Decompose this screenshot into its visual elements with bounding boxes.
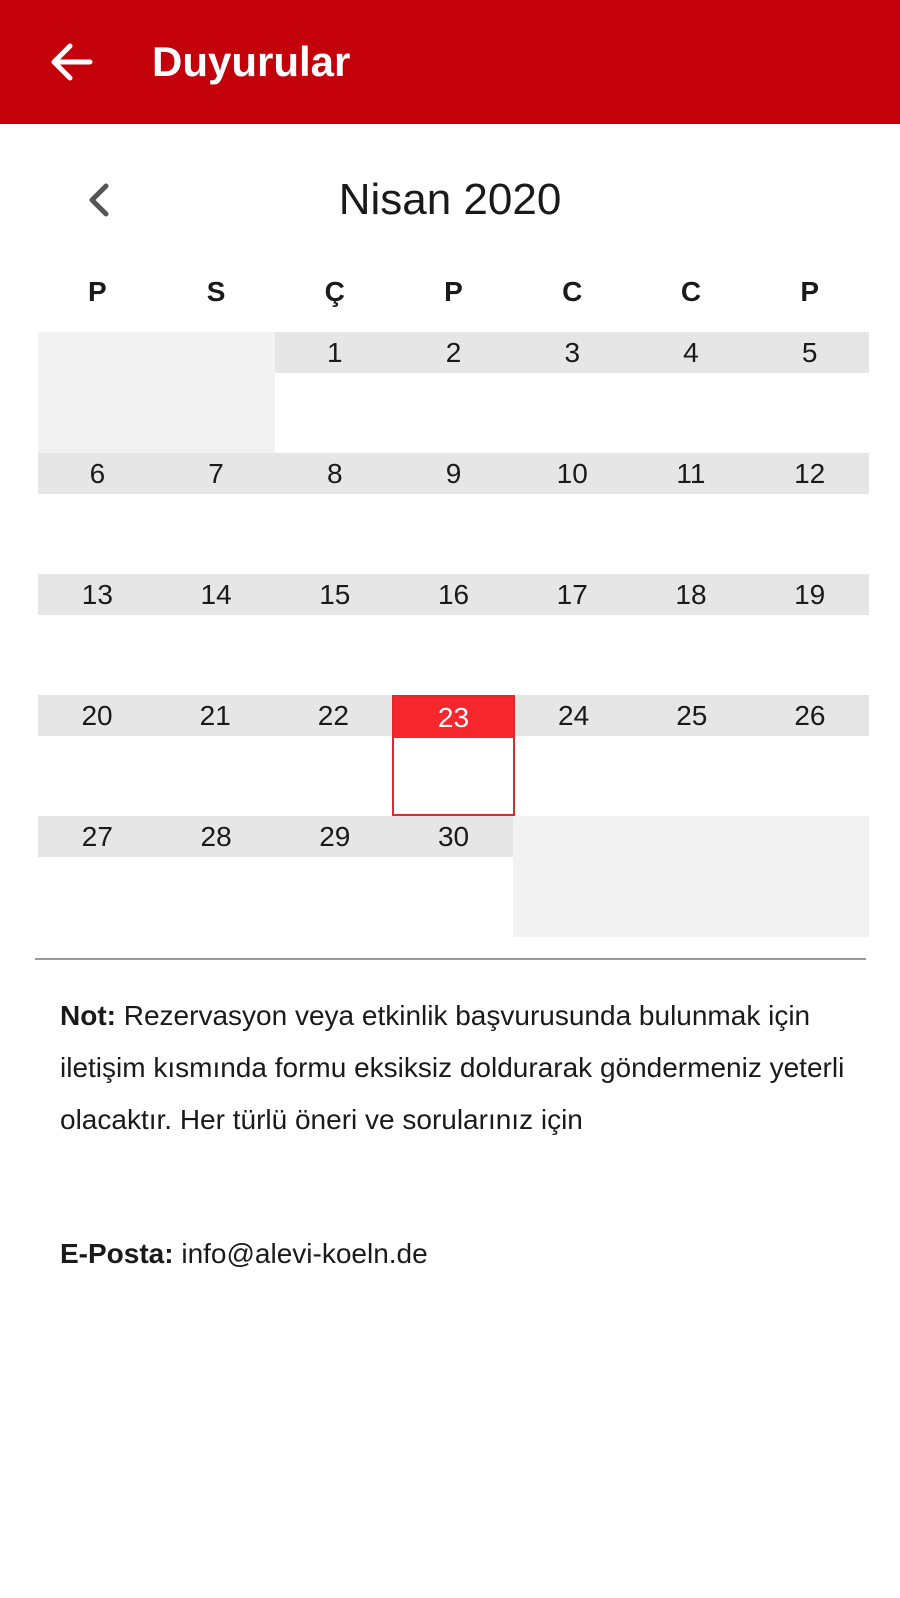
day-number: 3 — [513, 332, 632, 373]
day-number: 11 — [632, 453, 751, 494]
email-label: E-Posta: — [60, 1238, 174, 1269]
day-number: 8 — [275, 453, 394, 494]
day-number: 28 — [157, 816, 276, 857]
calendar-day-cell[interactable] — [38, 816, 157, 937]
calendar-day-cell[interactable] — [38, 695, 156, 816]
calendar-day-cell[interactable] — [632, 453, 751, 574]
calendar-week-row — [38, 332, 869, 453]
day-number: 16 — [394, 574, 513, 615]
page-title: Duyurular — [152, 38, 351, 85]
day-number: 12 — [750, 453, 869, 494]
calendar-week-row — [38, 574, 869, 695]
day-number: 1 — [275, 332, 394, 373]
calendar-day-cell[interactable] — [38, 574, 157, 695]
day-number: 22 — [274, 695, 392, 736]
previous-month-button[interactable] — [80, 178, 120, 222]
calendar-day-cell[interactable] — [157, 574, 276, 695]
arrow-left-icon — [46, 36, 98, 88]
back-button[interactable] — [46, 36, 98, 88]
note-paragraph — [60, 990, 870, 1146]
day-number: 2 — [394, 332, 513, 373]
weekday-label: P — [800, 276, 820, 307]
calendar-day-cell[interactable] — [515, 695, 633, 816]
month-title: Nisan 2020 — [338, 175, 562, 224]
divider — [35, 958, 866, 960]
calendar-empty-cell — [513, 816, 632, 937]
weekday-header — [38, 270, 869, 314]
day-number: 15 — [275, 574, 394, 615]
calendar-week-row — [38, 453, 869, 574]
calendar-grid — [38, 332, 869, 937]
day-number: 13 — [38, 574, 157, 615]
calendar-day-cell[interactable] — [513, 574, 632, 695]
weekday-label: C — [562, 276, 583, 307]
calendar-day-cell[interactable] — [394, 453, 513, 574]
calendar-day-cell[interactable] — [394, 574, 513, 695]
calendar-day-cell[interactable] — [275, 453, 394, 574]
calendar-day-cell[interactable] — [750, 332, 869, 453]
calendar-day-cell[interactable] — [157, 816, 276, 937]
calendar-day-cell[interactable] — [394, 816, 513, 937]
calendar-day-cell[interactable] — [750, 453, 869, 574]
app-bar — [0, 0, 900, 124]
weekday-label: C — [680, 276, 702, 307]
day-number: 6 — [38, 453, 157, 494]
calendar-week-row — [38, 695, 869, 816]
day-number: 18 — [632, 574, 751, 615]
email-link[interactable]: info@alevi-koeln.de — [181, 1238, 428, 1269]
day-number: 29 — [275, 816, 394, 857]
day-number: 25 — [633, 695, 751, 736]
day-number: 7 — [157, 453, 276, 494]
day-number: 20 — [38, 695, 156, 736]
day-number: 5 — [750, 332, 869, 373]
calendar-empty-cell — [157, 332, 276, 453]
weekday-label: Ç — [324, 276, 345, 307]
day-number: 10 — [513, 453, 632, 494]
calendar-day-cell[interactable] — [275, 816, 394, 937]
calendar-day-cell[interactable] — [513, 453, 632, 574]
calendar-empty-cell — [38, 332, 157, 453]
email-line — [60, 1228, 870, 1280]
calendar-day-cell[interactable] — [633, 695, 751, 816]
calendar-day-cell[interactable] — [274, 695, 392, 816]
day-number: 14 — [157, 574, 276, 615]
weekday-label: P — [444, 276, 463, 307]
note-text: Rezervasyon veya etkinlik başvurusunda bulunmak için iletişim kısmında formu eksiksiz doldurarak göndermeniz yeterli olacaktır. Her türlü öneri ve sorularınız için — [60, 1000, 845, 1135]
calendar-empty-cell — [632, 816, 751, 937]
calendar-day-cell[interactable] — [750, 574, 869, 695]
weekday-label: P — [88, 276, 107, 307]
calendar-week-row — [38, 816, 869, 937]
calendar-day-cell[interactable] — [751, 695, 869, 816]
chevron-left-icon — [80, 178, 120, 222]
calendar-day-cell[interactable] — [632, 574, 751, 695]
calendar-day-cell[interactable] — [156, 695, 274, 816]
note-label: Not: — [60, 1000, 116, 1031]
weekday-label: S — [206, 276, 226, 307]
calendar-day-cell[interactable] — [513, 332, 632, 453]
day-number: 21 — [156, 695, 274, 736]
day-number: 19 — [750, 574, 869, 615]
calendar-day-cell[interactable] — [275, 574, 394, 695]
calendar-day-cell[interactable] — [394, 332, 513, 453]
day-number: 30 — [394, 816, 513, 857]
calendar-day-cell[interactable] — [632, 332, 751, 453]
calendar-empty-cell — [750, 816, 869, 937]
calendar-day-cell-today[interactable] — [392, 695, 514, 816]
day-number: 17 — [513, 574, 632, 615]
calendar-day-cell[interactable] — [157, 453, 276, 574]
day-number: 26 — [751, 695, 869, 736]
calendar-header — [0, 160, 900, 240]
calendar-day-cell[interactable] — [275, 332, 394, 453]
day-number: 24 — [515, 695, 633, 736]
day-number: 23 — [394, 697, 512, 738]
day-number: 9 — [394, 453, 513, 494]
day-number: 27 — [38, 816, 157, 857]
day-number: 4 — [632, 332, 751, 373]
calendar-day-cell[interactable] — [38, 453, 157, 574]
